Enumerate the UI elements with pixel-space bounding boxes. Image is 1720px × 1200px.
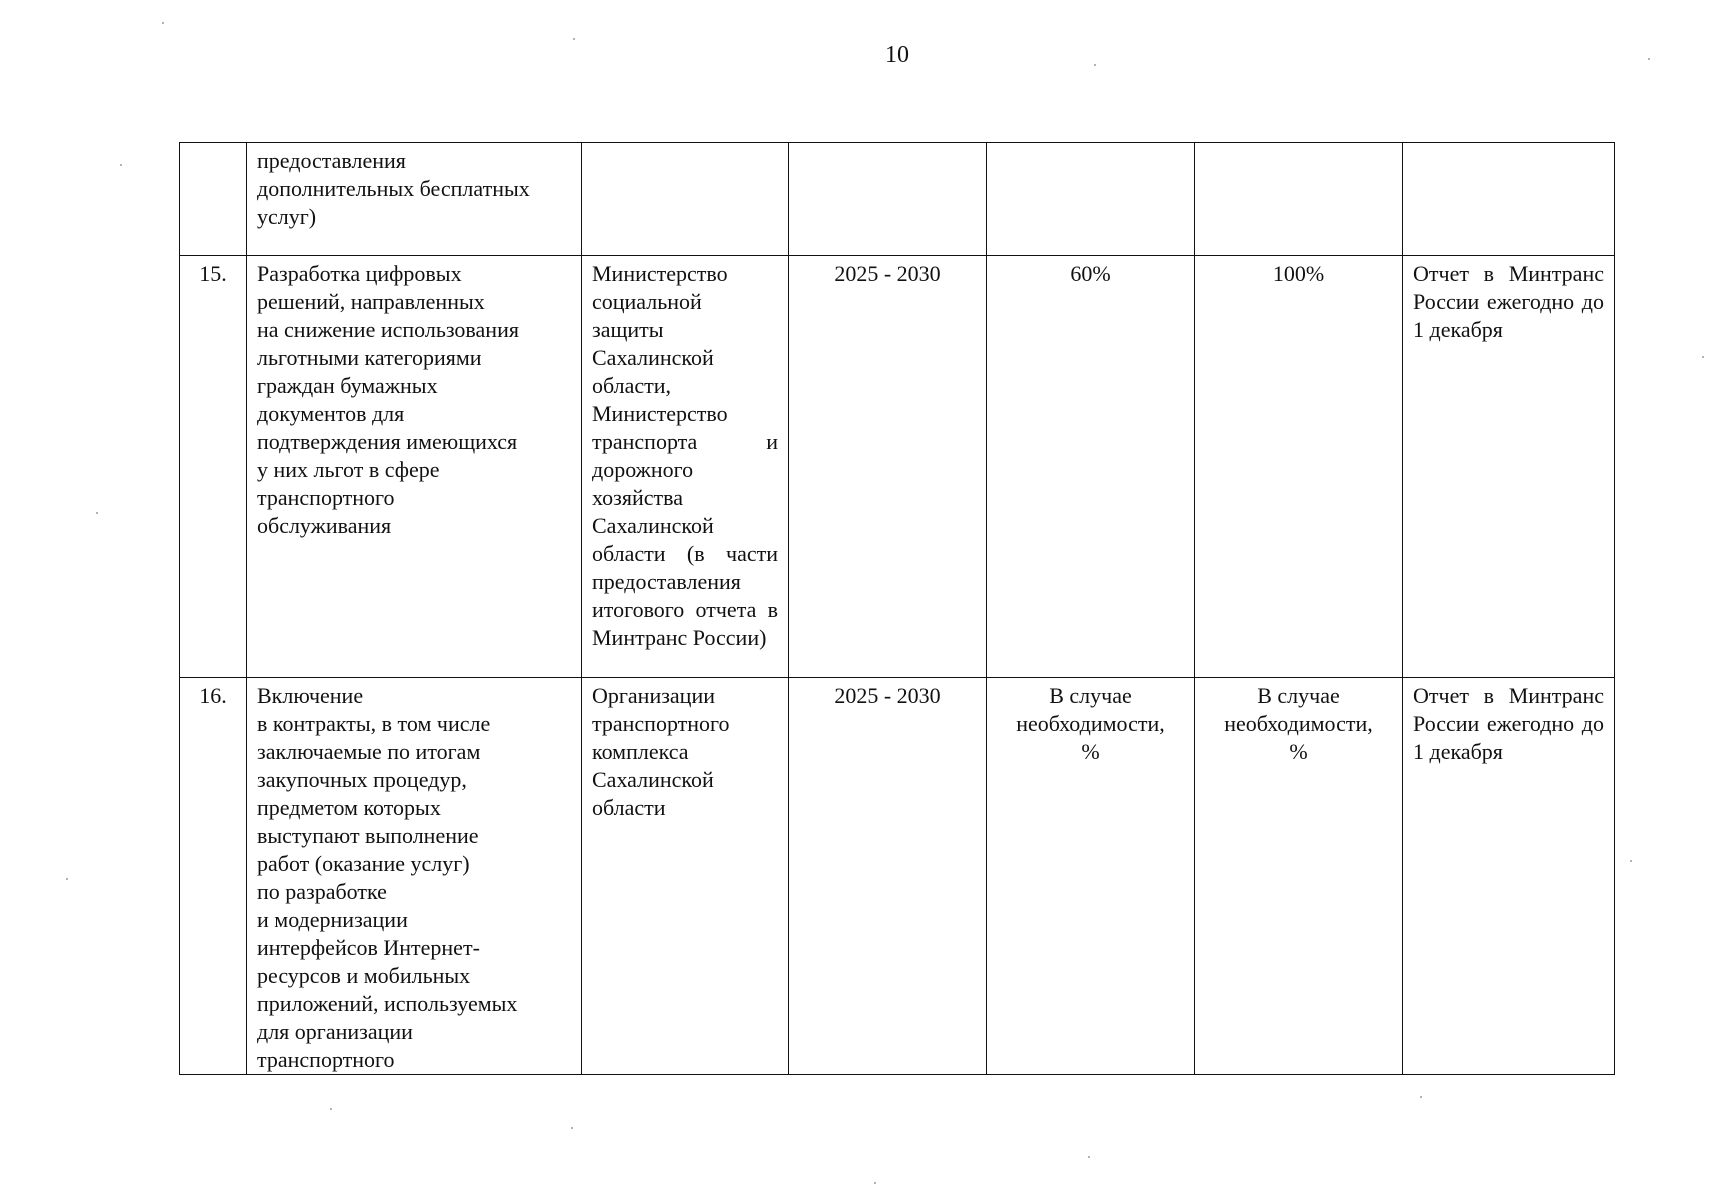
cell-responsible: Министерство социальной защиты Сахалинской области, Министерство транспорта и дорожного хозяйства Сахалинской области (в части предоставления итогового отчета в Минтранс России) [582,256,789,678]
cell-period: 2025 - 2030 [789,678,987,1075]
scan-speck [1420,1096,1422,1098]
cell-value-start: 60% [987,256,1195,678]
table-row [180,256,1615,678]
cell-num: 16. [180,678,247,1075]
scan-speck [1648,58,1650,60]
page-number: 10 [885,42,909,68]
cell-value-end [1195,143,1403,256]
table-row-continuation [180,143,1615,256]
cell-value-start: В случае необходимости, % [987,678,1195,1075]
scan-speck [330,1108,332,1110]
scan-speck [573,38,575,40]
cell-num [180,143,247,256]
cell-activity: предоставления дополнительных бесплатных услуг) [247,143,582,256]
cell-period [789,143,987,256]
scan-speck [571,1127,573,1129]
cell-report: Отчет в Минтранс России ежегодно до 1 декабря [1403,256,1615,678]
cell-period: 2025 - 2030 [789,256,987,678]
scan-speck [1702,356,1704,358]
scan-speck [120,164,122,166]
cell-num: 15. [180,256,247,678]
cell-value-end: 100% [1195,256,1403,678]
cell-responsible: Организации транспортного комплекса Сахалинской области [582,678,789,1075]
cell-responsible [582,143,789,256]
measures-table [179,142,1615,1075]
scan-speck [96,512,98,514]
scan-speck [874,1182,876,1184]
scan-speck [1094,64,1096,66]
scan-speck [162,22,164,24]
cell-value-start [987,143,1195,256]
cell-report [1403,143,1615,256]
cell-value-end: В случае необходимости, % [1195,678,1403,1075]
scan-speck [1630,860,1632,862]
cell-activity: Включение в контракты, в том числе заключаемые по итогам закупочных процедур, предметом которых выступают выполнение работ (оказание услуг) по разработке и модернизации интерфейсов Интернет- ресурсов и мобильных приложений, используемых для организации транспортного [247,678,582,1075]
cell-activity: Разработка цифровых решений, направленных на снижение использования льготными категориями граждан бумажных документов для подтверждения имеющихся у них льгот в сфере транспортного обслуживания [247,256,582,678]
table-row [180,678,1615,1075]
scan-speck [1088,1156,1090,1158]
scan-speck [66,878,68,880]
cell-report: Отчет в Минтранс России ежегодно до 1 декабря [1403,678,1615,1075]
